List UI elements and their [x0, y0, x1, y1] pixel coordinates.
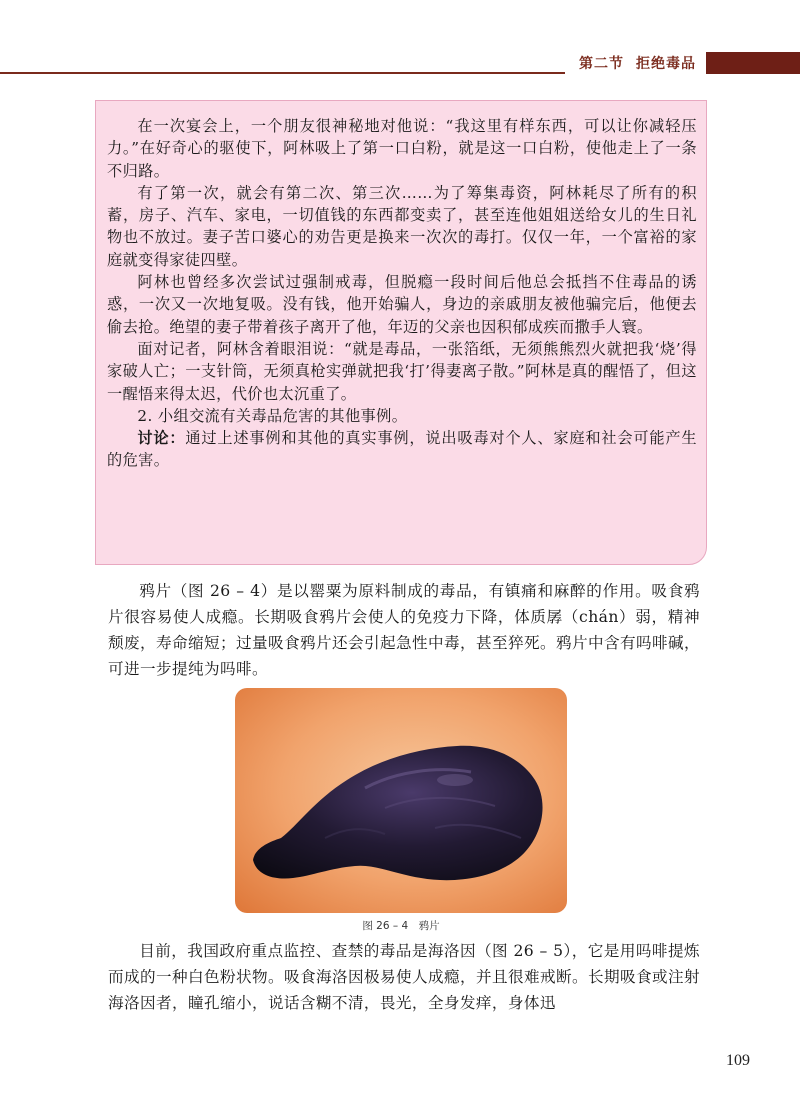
story-paragraph-2: 有了第一次，就会有第二次、第三次……为了筹集毒资，阿林耗尽了所有的积蓄，房子、汽车、家电，一切值钱的东西都变卖了，甚至连他姐姐送给女儿的生日礼物也不放过。妻子苦口婆心的劝告更是换来一次次的毒打。仅仅一年，一个富裕的家庭就变得家徒四壁。: [107, 183, 697, 269]
discussion-text: 通过上述事例和其他的真实事例，说出吸毒对个人、家庭和社会可能产生的危害。: [107, 429, 697, 470]
page-header: [0, 52, 800, 74]
opium-photo: [235, 688, 567, 913]
section-title: 拒绝毒品: [636, 56, 696, 72]
page-number: 109: [726, 1052, 750, 1069]
header-color-block: [706, 52, 800, 74]
header-rule: [0, 72, 565, 74]
story-paragraph-3: 阿林也曾经多次尝试过强制戒毒，但脱瘾一段时间后他总会抵挡不住毒品的诱惑，一次又一次地复吸。没有钱，他开始骗人，身边的亲戚朋友被他骗完后，他便去偷去抢。绝望的妻子带着孩子离开了他，年迈的父亲也因积郁成疾而撒手人寰。: [107, 273, 697, 336]
story-paragraph-4: 面对记者，阿林含着眼泪说：“就是毒品，一张箔纸，无须熊熊烈火就把我‘烧’得家破人亡；一支针筒，无须真枪实弹就把我‘打’得妻离子散。”阿林是真的醒悟了，但这一醒悟来得太迟，代价也太沉重了。: [107, 339, 697, 403]
header-title: [565, 54, 705, 74]
case-reading-box: [95, 100, 707, 565]
discussion: [107, 427, 697, 472]
opium-section: [108, 578, 700, 682]
opium-paragraph: 鸦片（图 26 – 4）是以罂粟为原料制成的毒品，有镇痛和麻醉的作用。吸食鸦片很容易使人成瘾。长期吸食鸦片会使人的免疫力下降，体质孱（chán）弱，精神颓废，寿命缩短；过量吸食鸦片还会引起急性中毒，甚至猝死。鸦片中含有吗啡碱，可进一步提纯为吗啡。: [108, 582, 700, 678]
task-2: 2. 小组交流有关毒品危害的其他事例。: [137, 406, 408, 425]
figure-caption: 图 26 – 4 鸦片: [362, 920, 440, 932]
section-number: 第二节: [579, 56, 624, 72]
story-paragraph-1: 在一次宴会上，一个朋友很神秘地对他说：“我这里有样东西，可以让你减轻压力。”在好奇心的驱使下，阿林吸上了第一口白粉，就是这一口白粉，使他走上了一条不归路。: [107, 117, 697, 180]
heroin-section: [108, 938, 700, 1016]
discussion-label: 讨论：: [137, 429, 186, 448]
heroin-paragraph: 目前，我国政府重点监控、查禁的毒品是海洛因（图 26 – 5），它是用吗啡提炼而成的一种白色粉状物。吸食海洛因极易使人成瘾，并且很难戒断。长期吸食或注射海洛因者，瞳孔缩小，说话含糊不清，畏光，全身发痒，身体迅: [108, 942, 700, 1012]
